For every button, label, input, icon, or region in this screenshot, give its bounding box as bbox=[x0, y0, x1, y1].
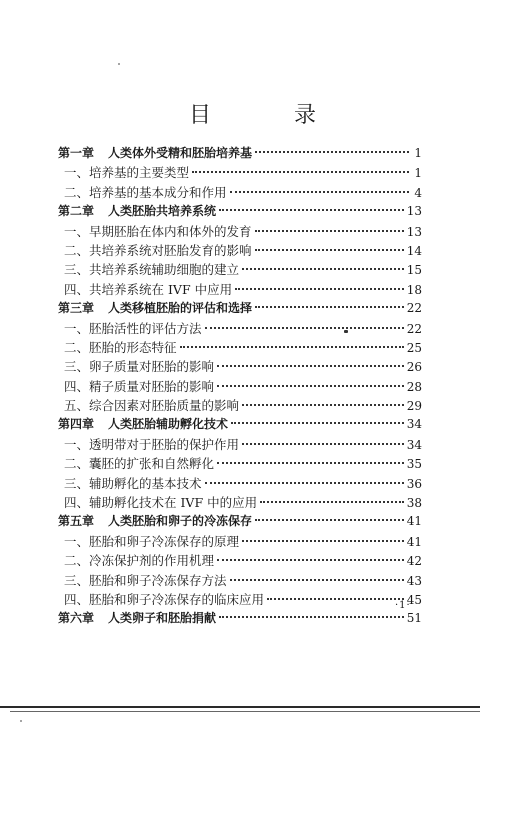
toc-section-title: 四、胚胎和卵子冷冻保存的临床应用 bbox=[64, 591, 265, 607]
toc-chapter-number: 第二章 bbox=[58, 204, 95, 219]
bottom-rule bbox=[0, 706, 480, 708]
toc-section-entry bbox=[58, 280, 422, 299]
page-number: ·1· bbox=[395, 600, 411, 611]
toc-section-title: 二、胚胎的形态特征 bbox=[64, 339, 177, 355]
toc-page-number: 25 bbox=[406, 340, 422, 355]
dot-leader bbox=[255, 249, 404, 251]
toc-section-entry bbox=[58, 260, 422, 279]
dot-leader bbox=[219, 209, 404, 211]
toc-chapter-number: 第一章 bbox=[58, 146, 95, 160]
toc-page-number: 18 bbox=[406, 282, 422, 297]
toc-section-entry bbox=[58, 532, 422, 551]
toc-chapter-title bbox=[58, 415, 228, 432]
toc-page-number: 38 bbox=[406, 496, 422, 511]
dot-leader bbox=[230, 191, 409, 193]
toc-section-entry bbox=[58, 319, 422, 338]
dot-leader bbox=[260, 501, 404, 503]
toc-page-number: 13 bbox=[406, 224, 422, 239]
toc-section-entry bbox=[58, 454, 422, 473]
toc-chapter-text: 人类体外受精和胚胎培养基 bbox=[108, 146, 253, 160]
toc-chapter-number: 第六章 bbox=[58, 611, 95, 626]
dot-leader bbox=[255, 519, 404, 521]
toc-page-number: 36 bbox=[406, 476, 422, 491]
dot-leader bbox=[205, 482, 404, 484]
toc-chapter-entry bbox=[58, 202, 422, 221]
toc-section-entry bbox=[58, 396, 422, 415]
toc-chapter-text: 人类胚胎共培养系统 bbox=[108, 204, 217, 219]
toc-chapter-title bbox=[58, 512, 252, 529]
toc-section-title: 二、培养基的基本成分和作用 bbox=[64, 184, 227, 200]
toc-section-entry bbox=[58, 377, 422, 396]
toc-section-entry bbox=[58, 241, 422, 260]
toc-section-title: 一、胚胎和卵子冷冻保存的原理 bbox=[64, 533, 240, 549]
toc-section-entry bbox=[58, 551, 422, 570]
toc-chapter-entry bbox=[58, 144, 422, 163]
toc-page-number: 34 bbox=[406, 417, 422, 432]
dot-leader bbox=[255, 230, 404, 232]
toc-page-number: 14 bbox=[406, 243, 422, 258]
scan-speck bbox=[344, 330, 348, 333]
dot-leader bbox=[242, 540, 404, 542]
bottom-rule-thin bbox=[10, 711, 480, 712]
toc-chapter-text: 人类胚胎和卵子的冷冻保存 bbox=[108, 514, 253, 529]
toc-section-entry bbox=[58, 183, 422, 202]
dot-leader bbox=[242, 268, 404, 270]
toc-page-number: 22 bbox=[406, 301, 422, 316]
toc-section-entry bbox=[58, 590, 422, 609]
toc-chapter-text: 人类移植胚胎的评估和选择 bbox=[108, 301, 253, 316]
toc-chapter-number: 第四章 bbox=[58, 417, 95, 432]
toc-section-entry bbox=[58, 435, 422, 454]
dot-leader bbox=[180, 346, 404, 348]
toc-chapter-title bbox=[58, 202, 216, 219]
toc-page-number: 13 bbox=[406, 204, 422, 219]
toc-section-title: 一、胚胎活性的评估方法 bbox=[64, 320, 202, 336]
toc-page-number: 22 bbox=[406, 321, 422, 336]
toc-chapter-title bbox=[58, 609, 216, 626]
toc-chapter-number: 第五章 bbox=[58, 514, 95, 529]
toc-chapter-title bbox=[58, 299, 252, 316]
dot-leader bbox=[205, 327, 404, 329]
toc-section-title: 一、培养基的主要类型 bbox=[64, 165, 190, 181]
toc-section-title: 一、透明带对于胚胎的保护作用 bbox=[64, 436, 240, 452]
toc-page-number: 1 bbox=[414, 146, 422, 160]
toc-section-title: 一、早期胚胎在体内和体外的发育 bbox=[64, 223, 252, 239]
toc-page-number: 26 bbox=[406, 360, 422, 375]
dot-leader bbox=[242, 404, 404, 406]
toc-section-title: 二、冷冻保护剂的作用机理 bbox=[64, 553, 215, 569]
page-title: 目 录 bbox=[189, 103, 354, 128]
toc-chapter-title bbox=[58, 144, 252, 161]
toc-section-title: 三、共培养系统辅助细胞的建立 bbox=[64, 262, 240, 278]
dot-leader bbox=[242, 443, 404, 445]
toc-section-entry bbox=[58, 493, 422, 512]
toc-page-number: 41 bbox=[406, 534, 422, 549]
dot-leader bbox=[217, 365, 404, 367]
toc-section-entry bbox=[58, 357, 422, 376]
toc-page-number: 29 bbox=[406, 399, 422, 414]
toc-section-title: 三、胚胎和卵子冷冻保存方法 bbox=[64, 572, 227, 588]
toc-page-number: 35 bbox=[406, 457, 422, 472]
toc-section-title: 四、辅助孵化技术在 IVF 中的应用 bbox=[64, 495, 258, 511]
toc-section-title: 二、共培养系统对胚胎发育的影响 bbox=[64, 242, 252, 258]
toc-page-number: 45 bbox=[406, 592, 422, 607]
toc-chapter-text: 人类胚胎辅助孵化技术 bbox=[108, 417, 229, 432]
dot-leader bbox=[255, 306, 404, 308]
toc-section-title: 三、卵子质量对胚胎的影响 bbox=[64, 359, 215, 375]
dot-leader bbox=[231, 422, 404, 424]
dot-leader bbox=[235, 288, 404, 290]
toc-chapter-entry bbox=[58, 609, 422, 628]
toc-section-entry bbox=[58, 222, 422, 241]
table-of-contents bbox=[58, 144, 422, 629]
scan-speck bbox=[118, 63, 120, 65]
toc-chapter-entry bbox=[58, 512, 422, 531]
scan-speck bbox=[20, 720, 22, 722]
toc-section-title: 四、共培养系统在 IVF 中应用 bbox=[64, 281, 233, 297]
toc-page-number: 41 bbox=[406, 514, 422, 529]
toc-page-number: 15 bbox=[406, 263, 422, 278]
toc-chapter-number: 第三章 bbox=[58, 301, 95, 316]
dot-leader bbox=[230, 579, 404, 581]
dot-leader bbox=[219, 616, 404, 618]
toc-page-number: 42 bbox=[406, 554, 422, 569]
toc-section-title: 二、囊胚的扩张和自然孵化 bbox=[64, 456, 215, 472]
toc-chapter-entry bbox=[58, 299, 422, 318]
toc-page-number: 4 bbox=[414, 185, 422, 200]
toc-page-number: 51 bbox=[406, 611, 422, 626]
toc-page-number: 1 bbox=[414, 166, 422, 181]
dot-leader bbox=[192, 171, 409, 173]
toc-section-entry bbox=[58, 571, 422, 590]
toc-page-number: 43 bbox=[406, 573, 422, 588]
dot-leader bbox=[217, 462, 404, 464]
toc-section-title: 四、精子质量对胚胎的影响 bbox=[64, 378, 215, 394]
toc-section-entry bbox=[58, 163, 422, 182]
dot-leader bbox=[217, 385, 404, 387]
dot-leader bbox=[255, 151, 409, 153]
toc-section-title: 三、辅助孵化的基本技术 bbox=[64, 475, 202, 491]
toc-section-title: 五、综合因素对胚胎质量的影响 bbox=[64, 398, 240, 414]
toc-section-entry bbox=[58, 474, 422, 493]
toc-page-number: 28 bbox=[406, 379, 422, 394]
toc-chapter-entry bbox=[58, 415, 422, 434]
toc-chapter-text: 人类卵子和胚胎捐献 bbox=[108, 611, 217, 626]
toc-section-entry bbox=[58, 338, 422, 357]
dot-leader bbox=[267, 598, 404, 600]
dot-leader bbox=[217, 559, 404, 561]
toc-page-number: 34 bbox=[406, 437, 422, 452]
